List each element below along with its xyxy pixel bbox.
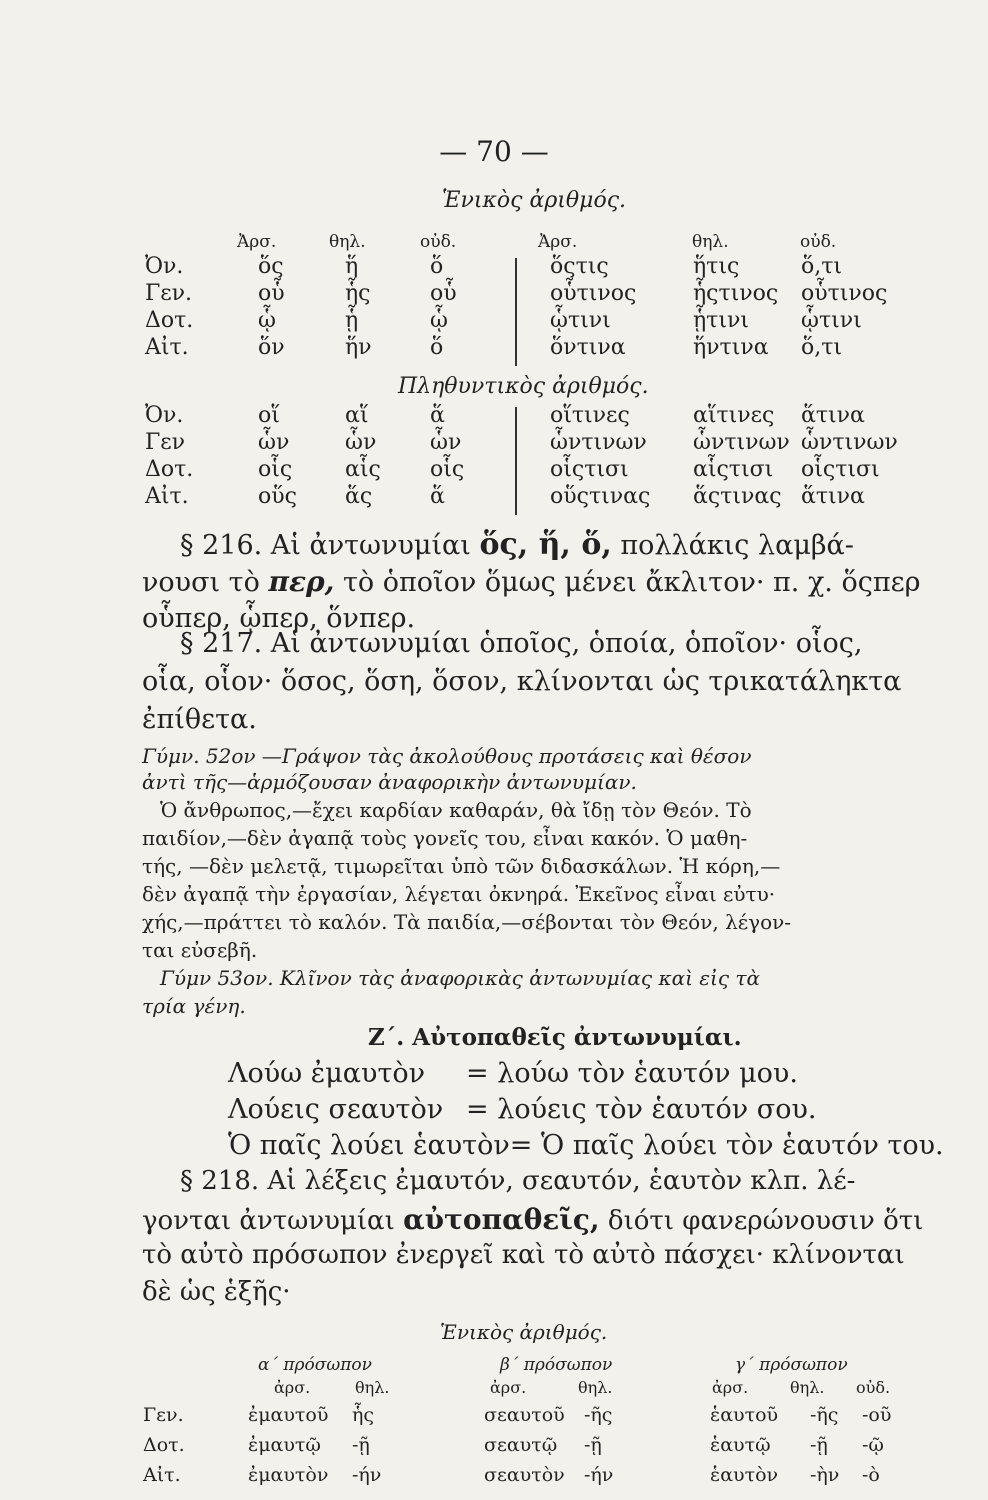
table-cell: αἵτινες [693,403,775,428]
table-cell: οὗτινος [801,281,888,306]
page-number: — 70 — [439,135,549,168]
table-cell: -ῷ [862,1434,884,1456]
case-label: Γεν [145,430,186,455]
table-cell: -ῆς [810,1404,839,1426]
table-cell: ἅτινα [801,403,865,428]
table-cell: -ῇ [584,1434,602,1456]
case-label: Δοτ. [143,1434,185,1456]
sub-head: ἀρσ. [274,1378,311,1397]
sub-head: θηλ. [578,1378,613,1397]
exercise-52-line4: παιδίον,—δὲν ἀγαπᾷ τοὺς γονεῖς του, εἶναι κακόν. Ὁ μαθη- [142,826,748,850]
table-cell: οὕς [258,484,297,509]
case-label: Ὀν. [145,403,184,428]
para-218-line4: δὲ ὡς ἑξῆς· [142,1277,291,1307]
sub-head: ἀρσ. [712,1378,749,1397]
table-cell: -ῇ [352,1434,370,1456]
divider-line [515,407,517,515]
table-cell: ᾧτινι [801,308,862,333]
table-cell: ὅν [258,335,285,360]
table-cell: αἷς [345,457,381,482]
exercise-52-line2: ἀντὶ τῆς—ἁρμόζουσαν ἀναφορικὴν ἀντωνυμίαν. [142,770,637,794]
singular-title: Ἑνικὸς ἀριθμός. [442,188,627,213]
para-216-line3: οὗπερ, ᾧπερ, ὅνπερ. [142,603,416,634]
table-cell: ὧντινων [801,430,898,455]
table-cell: ἥντινα [693,335,769,360]
table-cell: -ήν [584,1464,614,1486]
table-cell: ἧς [352,1404,375,1426]
person-head-2: β΄ πρόσωπον [500,1355,613,1375]
table-cell: ᾧ [430,308,448,333]
table-row [145,402,901,429]
table-cell: ἑαυτὸν [710,1464,779,1486]
table-cell: οὗτινος [550,281,637,306]
sub-head: ἀρσ. [490,1378,527,1397]
table-cell: οὗ [258,281,285,306]
table-cell: ὧν [345,430,377,455]
table-cell: ἑαυτῷ [710,1434,771,1456]
case-label: Αἰτ. [145,335,189,360]
sub-head: θηλ. [790,1378,825,1397]
reflexive-example-1-left: Λούω ἐμαυτὸν [228,1058,426,1089]
table-row [145,307,901,334]
exercise-52-line5: τής, —δὲν μελετᾷ, τιμωρεῖται ὑπὸ τῶν διδασκάλων. Ἡ κόρη,— [142,854,781,878]
exercise-53-line1: Γύμν 53ον. Κλῖνον τὰς ἀναφορικὰς ἀντωνυμίας καὶ εἰς τὰ [160,966,760,990]
col-head-fem-left: θηλ. [329,232,366,252]
bold-forms: ὅς, ἥ, ὅ, [479,527,612,562]
reflexive-example-1-right: = λούω τὸν ἑαυτόν μου. [466,1058,798,1089]
case-label: Δοτ. [145,457,194,482]
table-cell: ᾗτινι [693,308,749,333]
para-216-line2 [142,565,920,598]
col-head-masc-right: Ἀρσ. [538,232,578,252]
table-cell: ὧν [430,430,462,455]
table-cell: οἷςτισι [550,457,629,482]
table-cell: ὅςτις [550,254,609,279]
table-cell: ᾧ [258,308,276,333]
exercise-52-line7: χής,—πράττει τὸ καλόν. Τὰ παιδία,—σέβονται τὸν Θεόν, λέγον- [142,910,792,934]
table-cell: ᾗ [345,308,359,333]
para-text: νουσι τὸ [142,567,260,598]
table-row [143,1460,912,1490]
table-cell: οἵτινες [550,403,630,428]
table-row [145,483,901,510]
table-cell: ἐμαυτῷ [248,1434,321,1456]
table-cell: ἐμαυτοῦ [248,1404,329,1426]
table-cell: ὅ,τι [801,254,843,279]
section-number: § 216. [180,530,263,561]
sub-head: οὐδ. [856,1378,891,1397]
table-cell: ὅ [430,254,444,279]
col-head-neut-left: οὐδ. [420,232,457,252]
table-cell: -ήν [352,1464,382,1486]
bold-autopatheis: αὐτοπαθεῖς, [403,1203,600,1236]
reflexive-example-2-right: = λούεις τὸν ἑαυτόν σου. [466,1094,817,1125]
col-head-masc-left: Ἀρσ. [237,232,277,252]
table-cell: ἅ [430,484,445,509]
reflexive-table [143,1400,912,1490]
table-row [145,429,901,456]
table-row [143,1400,912,1430]
para-218-line2 [142,1203,923,1236]
para-218-line1: § 218. Αἱ λέξεις ἐμαυτόν, σεαυτόν, ἑαυτὸν κλπ. λέ- [180,1166,856,1196]
table-cell: ἐμαυτὸν [248,1464,329,1486]
plural-table [145,402,901,510]
table-cell: ἥτις [693,254,740,279]
reflexive-heading: Ζ΄. Αὐτοπαθεῖς ἀντωνυμίαι. [368,1024,742,1051]
case-label: Δοτ. [145,308,194,333]
person-head-1: α΄ πρόσωπον [258,1355,372,1375]
col-head-neut-right: οὐδ. [800,232,837,252]
plural-title: Πληθυντικὸς ἀριθμός. [398,374,649,399]
para-text: γονται ἀντωνυμίαι [142,1206,395,1236]
exercise-52-line8: ται εὐσεβῆ. [142,938,258,962]
singular-table [145,253,901,361]
para-text: Αἱ ἀντωνυμίαι [270,530,471,561]
reflexive-example-3: Ὁ παῖς λούει ἑαυτὸν= Ὁ παῖς λούει τὸν ἑαυτόν του. [228,1130,944,1161]
table-cell: -ῇ [810,1434,828,1456]
para-text: τὸ ὁποῖον ὅμως μένει ἄκλιτον· π. χ. ὅςπερ [342,567,921,598]
table-cell: ὅ [430,335,444,360]
table-cell: -ῆς [584,1404,613,1426]
table-row [145,280,901,307]
para-217-line2: οἷα, οἷον· ὅσος, ὅση, ὅσον, κλίνονται ὡς τρικατάληκτα [142,666,902,697]
table-cell: ἥ [345,254,359,279]
exercise-52-line6: δὲν ἀγαπᾷ τὴν ἐργασίαν, λέγεται ὀκνηρά. Ἐκεῖνος εἶναι εὐτυ· [142,882,776,906]
table-cell: ᾧτινι [550,308,611,333]
table-cell: ὅς [258,254,284,279]
table-cell: οἷς [430,457,465,482]
table-cell: σεαυτῷ [484,1434,558,1456]
table-cell: οὗ [430,281,457,306]
table-cell: οἷς [258,457,293,482]
table-cell: ὧν [258,430,290,455]
para-218-line3: τὸ αὐτὸ πρόσωπον ἐνεργεῖ καὶ τὸ αὐτὸ πάσχει· κλίνονται [142,1240,905,1270]
para-text: διότι φανερώνουσιν ὅτι [607,1206,924,1236]
table-cell: -ὸ [862,1464,880,1486]
para-217-line1: § 217. Αἱ ἀντωνυμίαι ὁποῖος, ὁποία, ὁποῖον· οἷος, [180,628,863,659]
table-cell: οἵ [258,403,280,428]
table-cell: σεαυτὸν [484,1464,565,1486]
reflexive-example-2-left: Λούεις σεαυτὸν [228,1094,444,1125]
case-label: Ὀν. [145,254,184,279]
case-label: Αἰτ. [143,1464,181,1486]
para-217-line3: ἐπίθετα. [142,704,257,735]
table-cell: ἅτινα [801,484,865,509]
exercise-52-line3: Ὁ ἄνθρωπος,—ἔχει καρδίαν καθαράν, θὰ ἴδῃ τὸν Θεόν. Τὸ [160,798,752,822]
table-cell: αἷςτισι [693,457,774,482]
table-cell: ἅ [430,403,445,428]
table-cell: ἧςτινος [693,281,779,306]
person-head-3: γ΄ πρόσωπον [735,1355,848,1375]
table-row [145,334,901,361]
table-cell: ἑαυτοῦ [710,1404,779,1426]
table-cell: ἅςτινας [693,484,782,509]
table-row [145,456,901,483]
case-label: Γεν. [145,281,193,306]
table-cell: ὧντινων [550,430,647,455]
table-row [145,253,901,280]
exercise-52-line1: Γύμν. 52ον —Γράψον τὰς ἀκολούθους προτάσεις καὶ θέσον [142,744,752,768]
case-label: Αἰτ. [145,484,189,509]
table-cell: οὕςτινας [550,484,651,509]
case-label: Γεν. [143,1404,184,1426]
bottom-title: Ἑνικὸς ἀριθμός. [440,1320,608,1344]
table-cell: ἥν [345,335,372,360]
table-cell: σεαυτοῦ [484,1404,565,1426]
divider-line [515,258,517,366]
sub-head: θηλ. [355,1378,390,1397]
table-cell: αἵ [345,403,369,428]
table-cell: ἧς [345,281,371,306]
table-cell: ὧντινων [693,430,790,455]
table-cell: -οῦ [862,1404,892,1426]
table-cell: οἷςτισι [801,457,880,482]
table-cell: ὅ,τι [801,335,843,360]
table-cell: -ὴν [810,1464,840,1486]
bold-per: περ, [268,565,335,598]
table-cell: ὅντινα [550,335,626,360]
para-text: πολλάκις λαμβά- [620,530,854,561]
table-cell: ἅς [345,484,373,509]
exercise-53-line2: τρία γένη. [142,994,246,1018]
col-head-fem-right: θηλ. [692,232,729,252]
table-row [143,1430,912,1460]
para-216-line1 [180,527,854,562]
